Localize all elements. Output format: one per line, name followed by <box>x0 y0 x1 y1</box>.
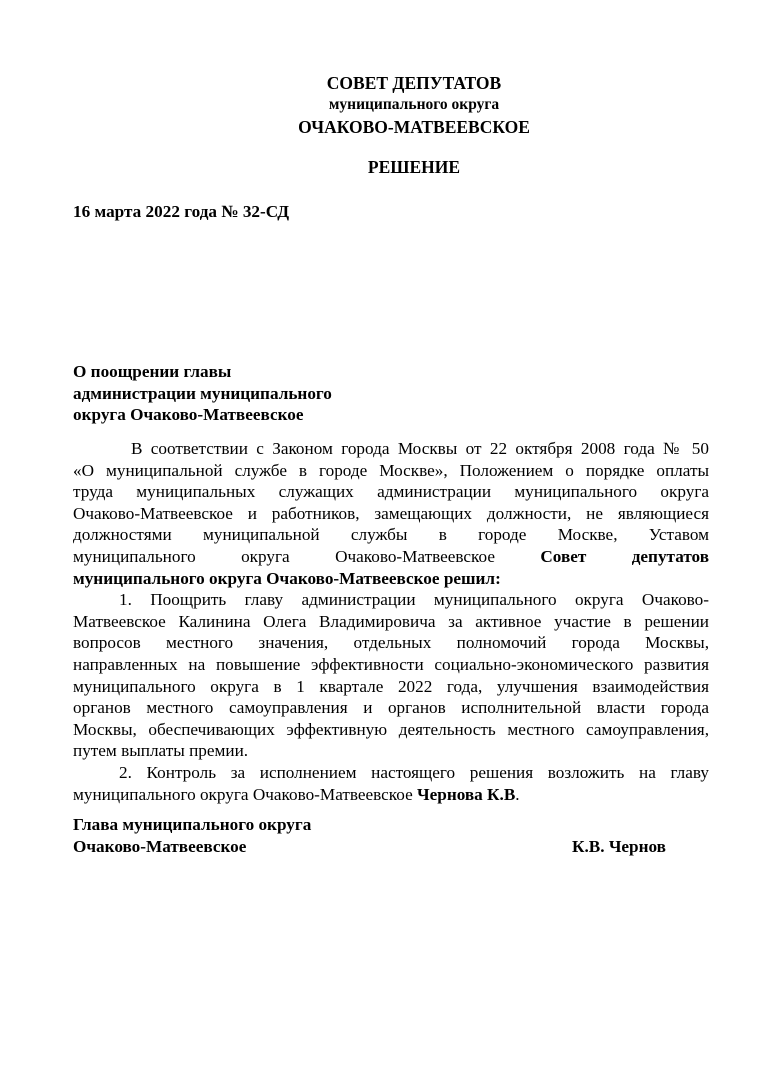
responsible-person-bold: Чернова К.В <box>417 784 516 804</box>
signature-title-line: Глава муниципального округа <box>73 815 312 834</box>
item1-line: путем выплаты премии. <box>73 741 249 761</box>
item2-line-mixed <box>73 784 709 806</box>
item1-line: вопросов местного значения, отдельных полномочий города Москвы, <box>73 633 709 653</box>
preamble-line-mixed <box>73 546 709 568</box>
item1-line: Москвы, обеспечивающих эффективную деятельность местного самоуправления, <box>73 719 709 739</box>
subject-line: администрации муниципального <box>73 383 332 403</box>
item1-line: направленных на повышение эффективности социально-экономического развития <box>73 654 709 674</box>
preamble-decided-line: муниципального округа Очаково-Матвеевское решил: <box>73 568 501 588</box>
council-decided-bold: Совет депутатов <box>540 546 710 566</box>
item1-line: Матвеевское Калинина Олега Владимировича за активное участие в решении <box>73 611 709 631</box>
signature-title-line: Очаково-Матвеевское <box>73 836 247 856</box>
decision-subject <box>73 361 332 426</box>
signature-title-row <box>73 836 673 858</box>
preamble-line: должностями муниципальной службы в городе Москве, Уставом <box>73 525 709 545</box>
decision-heading: РЕШЕНИЕ <box>367 157 461 177</box>
item2-text: муниципального округа Очаково-Матвеевское <box>73 784 413 804</box>
preamble-line: Очаково-Матвеевское и работников, замещающих должности, не являющиеся <box>73 503 709 523</box>
item1-line: органов местного самоуправления и органов исполнительной власти города <box>73 698 709 718</box>
subject-line: О поощрении главы <box>73 362 232 381</box>
preamble-text: муниципального округа Очаково-Матвеевское <box>73 546 495 566</box>
signatory-name: К.В. Чернов <box>572 836 666 856</box>
subject-line: округа Очаково-Матвеевское <box>73 405 304 424</box>
municipal-heading: муниципального округа <box>328 96 500 113</box>
preamble-line: труда муниципальных служащих администрации муниципального округа <box>73 482 709 502</box>
signature-block <box>73 814 673 857</box>
preamble-line: «О муниципальной службе в городе Москве», Положением о порядке оплаты <box>73 460 709 480</box>
district-heading: ОЧАКОВО-МАТВЕЕВСКОЕ <box>298 117 530 137</box>
item2-line: 2. Контроль за исполнением настоящего решения возложить на главу <box>119 762 709 782</box>
decision-date-number: 16 марта 2022 года № 32-СД <box>73 202 290 221</box>
preamble-line: В соответствии с Законом города Москвы от 22 октября 2008 года № 50 <box>131 439 709 458</box>
council-heading: СОВЕТ ДЕПУТАТОВ <box>326 73 502 93</box>
item2-period: . <box>515 784 520 804</box>
decision-body <box>73 438 709 805</box>
item1-line: 1. Поощрить главу администрации муниципального округа Очаково- <box>119 590 709 610</box>
item1-line: муниципального округа в 1 квартале 2022 года, улучшения взаимодействия <box>73 676 709 696</box>
